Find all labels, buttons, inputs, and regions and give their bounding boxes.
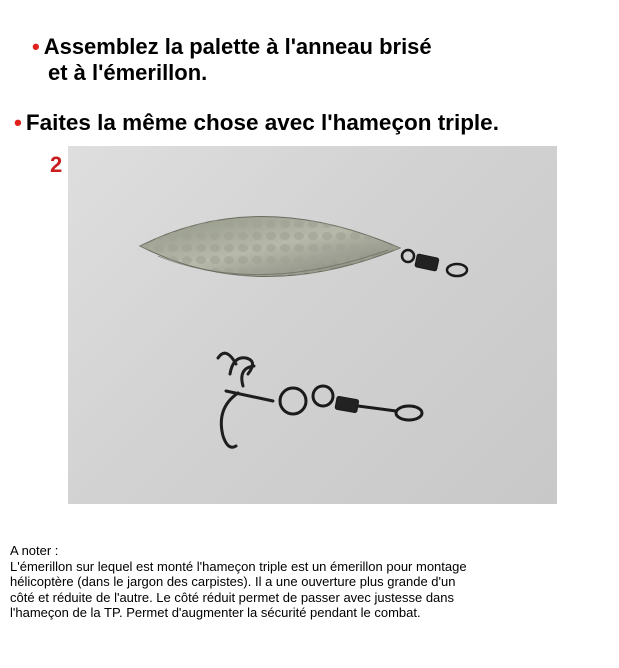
bullet-2-text: Faites la même chose avec l'hameçon triple. xyxy=(25,110,499,135)
note-line-2: hélicoptère (dans le jargon des carpistes). Il a une ouverture plus grande d'un xyxy=(10,574,456,589)
bullet-1-line-1: Assemblez la palette à l'anneau brisé xyxy=(43,34,432,59)
hook-swivel xyxy=(280,386,422,420)
step-number: 2 xyxy=(50,152,63,177)
instruction-bullet-2 xyxy=(14,110,614,136)
willow-blade xyxy=(140,216,400,276)
note-line-1: L'émerillon sur lequel est monté l'hameçon triple est un émerillon pour montage xyxy=(10,558,467,574)
note-block xyxy=(10,543,610,621)
bullet-1-line-2: et à l'émerillon. xyxy=(48,60,208,85)
bullet-dot: • xyxy=(32,34,40,59)
bullet-dot: • xyxy=(14,110,22,135)
instruction-bullet-1 xyxy=(32,34,592,86)
blade-swivel xyxy=(402,250,467,276)
lure-assembly-photo xyxy=(68,146,557,504)
treble-hook xyxy=(218,353,273,447)
note-heading: A noter : xyxy=(10,543,59,558)
note-line-3: côté et réduite de l'autre. Le côté réduit permet de passer avec justesse dans xyxy=(10,589,455,605)
note-line-4: l'hameçon de la TP. Permet d'augmenter la sécurité pendant le combat. xyxy=(10,605,421,620)
photo-illustration xyxy=(68,146,557,504)
